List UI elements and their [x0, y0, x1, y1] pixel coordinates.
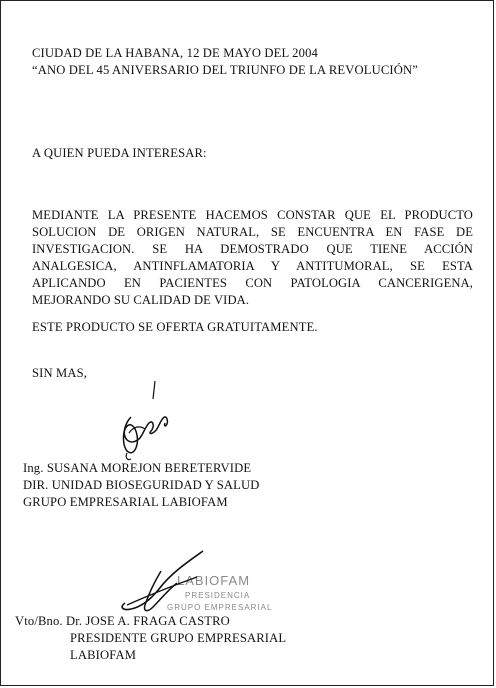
stamp-line: PRESIDENCIA	[185, 591, 251, 600]
approver-title: PRESIDENTE GRUPO EMPRESARIAL	[70, 631, 287, 645]
signatory-org: GRUPO EMPRESARIAL LABIOFAM	[23, 495, 228, 509]
body-line: INVESTIGACION. SE HA DEMOSTRADO QUE TIENE ACCIÓN	[32, 242, 473, 256]
approver-line: Vto/Bno. Dr. JOSE A. FRAGA CASTRO	[15, 614, 230, 628]
approver-org: LABIOFAM	[70, 648, 137, 662]
body-line: MEJORANDO SU CALIDAD DE VIDA.	[32, 293, 250, 307]
place-date: CIUDAD DE LA HABANA, 12 DE MAYO DEL 2004	[32, 46, 318, 60]
body-line: APLICANDO EN PACIENTES CON PATOLOGIA CANCERIGENA,	[32, 276, 473, 290]
body-line: ANALGESICA, ANTINFLAMATORIA Y ANTITUMORAL, SE ESTA	[32, 259, 473, 273]
salutation: A QUIEN PUEDA INTERESAR:	[32, 146, 207, 160]
closing: SIN MAS,	[32, 366, 88, 380]
body-line: MEDIANTE LA PRESENTE HACEMOS CONSTAR QUE EL PRODUCTO	[32, 208, 473, 222]
signatory-name: Ing. SUSANA MOREJON BERETERVIDE	[23, 461, 252, 475]
signature-morejon	[109, 377, 179, 467]
year-motto: “ANO DEL 45 ANIVERSARIO DEL TRIUNFO DE LA REVOLUCIÓN”	[32, 63, 418, 77]
offer-line: ESTE PRODUCTO SE OFERTA GRATUITAMENTE.	[32, 320, 318, 334]
stamp-line: GRUPO EMPRESARIAL	[167, 603, 273, 612]
signatory-title: DIR. UNIDAD BIOSEGURIDAD Y SALUD	[23, 478, 260, 492]
stamp-line: LABIOFAM	[177, 573, 251, 588]
body-line: SOLUCION DE ORIGEN NATURAL, SE ENCUENTRA EN FASE DE	[32, 225, 473, 239]
